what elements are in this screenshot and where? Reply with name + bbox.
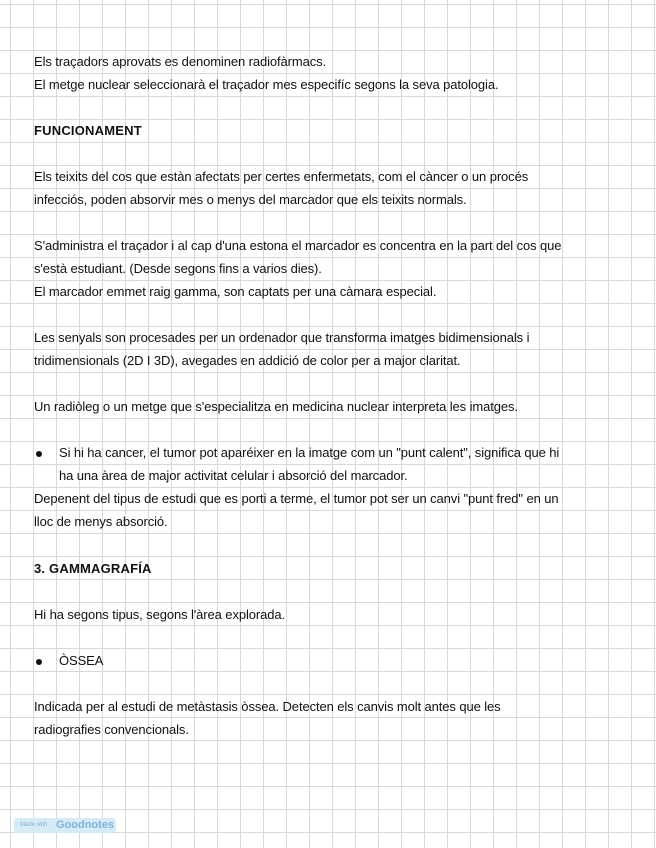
section-heading-gammagrafia: 3. GAMMAGRAFÍA bbox=[34, 561, 152, 576]
bullet-text: ÒSSEA bbox=[59, 653, 104, 668]
watermark-brand: Goodnotes bbox=[56, 819, 115, 831]
text-line: El metge nuclear seleccionarà el traçador mes especifíc segons la seva patologia. bbox=[34, 77, 499, 92]
bullet-dot-icon bbox=[36, 451, 42, 457]
text-line: Depenent del tipus de estudi que es porti a terme, el tumor pot ser un canvi "punt fred" en un bbox=[34, 491, 559, 506]
text-line: s'està estudiant. (Desde segons fins a varios dies). bbox=[34, 261, 322, 276]
text-line: infecciós, poden absorvir mes o menys del marcador que els teixits normals. bbox=[34, 192, 467, 207]
text-line: radiografies convencionals. bbox=[34, 722, 189, 737]
text-line: lloc de menys absorció. bbox=[34, 514, 168, 529]
bullet-text: Si hi ha cancer, el tumor pot aparéixer en la imatge com un "punt calent", significa que hi bbox=[59, 445, 560, 460]
section-heading-funcionament: FUNCIONAMENT bbox=[34, 123, 142, 138]
goodnotes-watermark bbox=[14, 818, 116, 833]
text-line: Un radiòleg o un metge que s'especialitza en medicina nuclear interpreta les imatges. bbox=[34, 399, 518, 414]
text-line: Els traçadors aprovats es denominen radiofàrmacs. bbox=[34, 54, 327, 69]
text-line: Hi ha segons tipus, segons l'àrea explorada. bbox=[34, 607, 286, 622]
watermark-prefix: Made with bbox=[20, 822, 48, 828]
text-line: tridimensionals (2D I 3D), avegades en addició de color per a major claritat. bbox=[34, 353, 461, 368]
text-line: S'administra el traçador i al cap d'una estona el marcador es concentra en la part del cos que bbox=[34, 238, 562, 253]
text-line: Els teixits del cos que estàn afectats per certes enfermetats, com el càncer o un procés bbox=[34, 169, 529, 184]
bullet-text: ha una àrea de major activitat celular i absorció del marcador. bbox=[59, 468, 408, 483]
text-line: Les senyals son procesades per un ordenador que transforma imatges bidimensionals i bbox=[34, 330, 530, 345]
text-line: Indicada per al estudi de metàstasis òssea. Detecten els canvis molt antes que les bbox=[34, 699, 501, 714]
text-line: El marcador emmet raig gamma, son captats per una càmara especial. bbox=[34, 284, 437, 299]
bullet-dot-icon bbox=[36, 659, 42, 665]
